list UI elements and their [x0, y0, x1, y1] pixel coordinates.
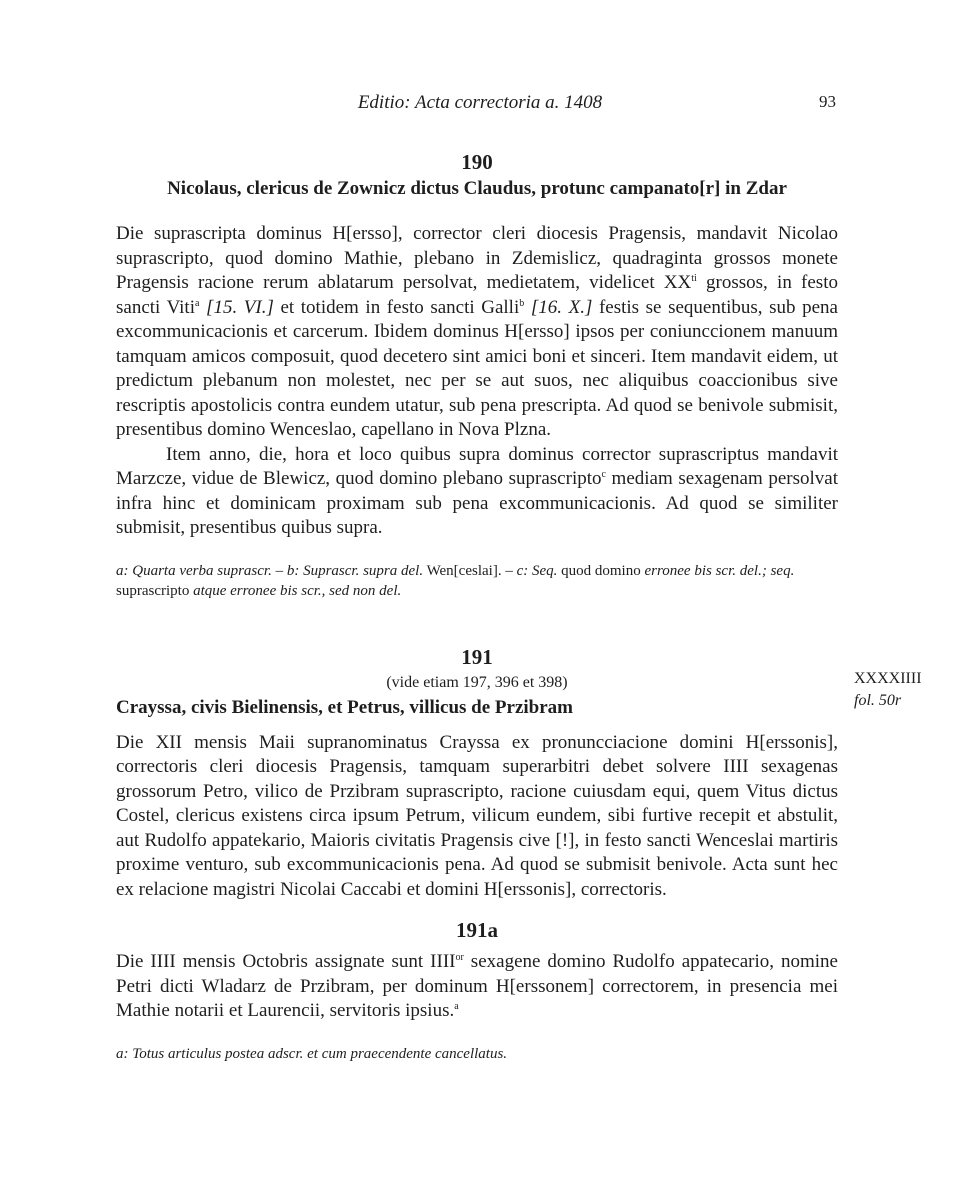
entry-190-paragraph-2: Item anno, die, hora et loco quibus supra dominus corrector suprascriptus mandavit Marzcze, vidue de Blewicz, quod domino plebano suprascripto$^c$ mediam sexagenam persolvat infra hinc et dominicam proximam sub pena excommunicacionis. Ad quod se similiter submisit, presentibus quibus supra.	[116, 443, 838, 538]
running-head	[0, 92, 960, 118]
footnote-marker-a: a	[195, 297, 200, 309]
footnote-marker-c: c	[601, 469, 606, 480]
page-number: 93	[819, 92, 836, 111]
entry-number-191: 191	[461, 644, 493, 669]
footnote-marker-a-191a: a	[454, 1001, 459, 1012]
superscript-or: or	[455, 952, 464, 963]
date-note-2: [16. X.]	[524, 296, 593, 318]
entry-191-paragraph-1: Die XII mensis Maii supranominatus Crayssa ex pronuncciacione domini H[erssonis], correctoris cleri diocesis Pragensis, tamquam superarbitri debet solvere IIII sexagenas grossorum Petro, vilico de Przibram suprascripto, racione cuiusdam equi, quem Vitus dictus Costel, clericus existens circa ipsum Petrum, vilicum eundem, sibi furtive recepit et abstulit, aut Rudolfo appatekario, Maioris civitatis Pragensis cive [!], in festo sancti Wenceslai martiris proxime venturo, sub excommunicacionis pena. Ad quod se submisit benivole. Acta sunt hec ex relacione magistri Nicolai Caccabi et domini H[erssonis], correctoris.	[116, 731, 838, 900]
entry-190-footnotes: a: Quarta verba suprascr. – b: Suprascr. supra del. Wen[ceslai]. – c: Seq. quod domino erronee bis scr. del.; seq. suprascripto atque erronee bis scr., sed non del.	[116, 562, 795, 599]
entry-title-190: Nicolaus, clericus de Zownicz dictus Claudus, protunc campanato[r] in Zdar	[167, 178, 787, 199]
superscript-ti: ti	[691, 273, 697, 284]
date-note-1: [15. VI.]	[199, 296, 274, 318]
entry-191-crossref: (vide etiam 197, 396 et 398)	[386, 673, 568, 691]
entry-190-paragraph-1: Die suprascripta dominus H[ersso], corrector cleri diocesis Pragensis, mandavit Nicolao suprascripto, quod domino Mathie, plebano in Zdemislicz, quadraginta grossos monete Pragensis racione rerum ablatarum persolvat, medietatem, videlicet $XX^{ti}$ grossos, in festo sancti Viti$^a$ [15. VI.] et totidem in festo sancti Galli$^b$ [16. X.] festis se sequentibus, sub pena excommunicacionis et carcerum. Ibidem dominus H[ersso] ipsos per coniunccionem manuum tamquam amicos composuit, quod decetero sint amici boni et sinceri. Item mandavit eidem, ut predictum plebanum non molestet, nec per se aut suos, nec aliquibus coaccionibus sive rescriptis apostolicis contra eundem utatur, sub pena prescripta. Ad quod se benivole submisit, presentibus domino Wenceslao, capellano in Nova Plzna.	[116, 223, 838, 440]
footnote-marker-b: b	[519, 297, 525, 309]
margin-folio: fol. 50r	[854, 691, 902, 709]
entry-number-191a: 191a	[456, 918, 498, 942]
page-body	[116, 148, 922, 1064]
entry-191a-paragraph-1: Die IIII mensis Octobris assignate sunt $IIII^{or}$ sexagene domino Rudolfo appatecario, nomine Petri dicti Wladarz de Przibram, per dominum H[erssonem] correctorem, in presencia mei Mathie notarii et Laurencii, servitoris ipsius.$^a$	[116, 951, 838, 1021]
entry-191-heading	[116, 643, 922, 721]
margin-quire-number: XXXXIIII	[854, 669, 922, 687]
entry-191a-footnote: a: Totus articulus postea adscr. et cum praecendente cancellatus.	[116, 1045, 508, 1062]
running-title: Editio: Acta correctoria a. 1408	[357, 92, 603, 113]
entry-number-190: 190	[461, 150, 493, 174]
entry-title-191: Crayssa, civis Bielinensis, et Petrus, villicus de Przibram	[116, 696, 574, 718]
